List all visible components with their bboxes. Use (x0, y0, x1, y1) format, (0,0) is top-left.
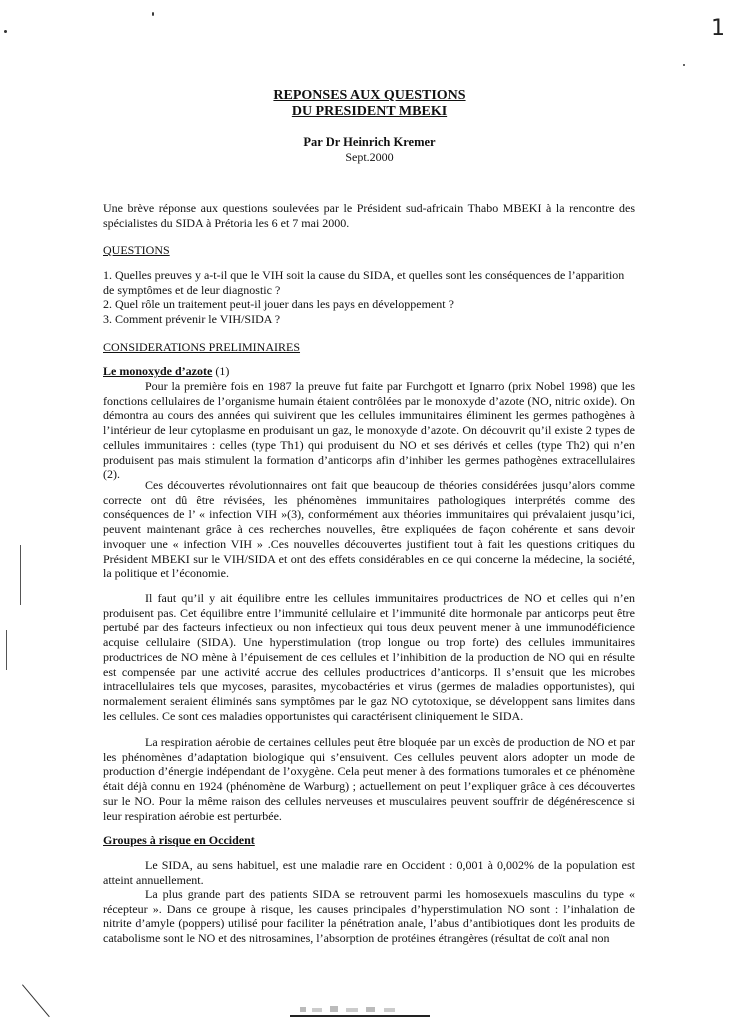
groupes-heading: Groupes à risque en Occident (103, 833, 255, 847)
monoxyde-heading: Le monoxyde d’azote (103, 364, 213, 378)
author: Par Dr Heinrich Kremer (303, 135, 436, 149)
question-2: 2. Quel rôle un traitement peut-il jouer dans les pays en développement ? (103, 297, 454, 312)
monoxyde-reference: (1) (212, 364, 230, 378)
paragraph-4: La respiration aérobie de certaines cellules peut être bloquée par un excès de production de NO et par les phénomènes d’adaptation biologique qui s’ensuivent. Ces cellules peuvent alors adopter un mode de production d’énergie indépendant de l’oxygène. Cela peut mener à des formations tumorales et ce phénomène était déjà connu en 1924 (phénomène de Warburg) ; actuellement on peut l’expliquer grâce à ces découvertes sur le NO. Pour la même raison des cellules nerveuses et musculaires peuvent souffrir de dégénérescence si leur respiration aérobie est perturbée. (103, 735, 635, 823)
scan-speck (152, 12, 154, 16)
date: Sept.2000 (345, 150, 394, 164)
paragraph-2: Ces découvertes révolutionnaires ont fait que beaucoup de théories considérées jusqu’alors comme correcte ont dû être révisées, les phénomènes immunitaires pathologiques interprétés comme des conséquences de l’ « infection VIH »(3), conformément aux théories immunitaires qui prévalaient jusqu’ici, peuvent maintenant grâce à ces recherches nouvelles, être expliquées de façon cohérente et sans devoir invoquer une « infection VIH » .Ces nouvelles découvertes justifient tout à fait les questions critiques du Président MBEKI sur le VIH/SIDA et ont des effets considérables en ce qui concerne la médecine, la société, la politique et l’économie. (103, 478, 635, 581)
corner-scan-stroke (22, 984, 50, 1017)
questions-heading: QUESTIONS (103, 243, 170, 257)
margin-scan-line (20, 545, 21, 605)
title-line-1: REPONSES AUX QUESTIONS (273, 88, 466, 103)
intro-paragraph (103, 201, 635, 230)
groupes-paragraph-2: La plus grande part des patients SIDA se retrouvent parmi les homosexuels masculins du type « récepteur ». Dans ce groupe à risque, les causes principales d’hyperstimulation NO sont : l’inhalation de nitrite d’amyle (poppers) utilisé pour faciliter la pénétration anale, l’abus d’antibiotiques dont les produits de catabolisme sont le NO et des nitrosamines, l’absorption de protéines étrangères (résultat de coït anal non (103, 887, 635, 946)
questions-list (103, 268, 635, 327)
groupes-paragraph-1: Le SIDA, au sens habituel, est une maladie rare en Occident : 0,001 à 0,002% de la population est atteint annuellement. (103, 858, 635, 887)
paragraph-1: Pour la première fois en 1987 la preuve fut faite par Furchgott et Ignarro (prix Nobel 1998) que les fonctions cellulaires de l’organisme humain étaient contrôlées par le monoxyde d’azote (NO, nitric oxide). On démontra au cours des années qui suivirent que les cellules immunitaires éliminent les germes pathogènes à l’intérieur de leur cytoplasme en produisant un gaz, le monoxyde d’azote. On découvrit qu’il existe 2 types de cellules immunitaires : celles (type Th1) qui produisent du NO et ses dérivés et celles (type Th2) qui n’en produisent pas mais stimulent la formation d’anticorps afin d’inhiber les germes pathogènes extracellulaires (2). (103, 379, 635, 482)
margin-scan-line (6, 630, 7, 670)
intro-text: Une brève réponse aux questions soulevées par le Président sud-africain Thabo MBEKI à la rencontre des spécialistes du SIDA à Prétoria les 6 et 7 mai 2000. (103, 201, 635, 230)
monoxyde-heading-line (103, 364, 229, 379)
scan-speck (4, 30, 7, 33)
page-number-mark: 1 (711, 16, 725, 41)
considerations-heading: CONSIDERATIONS PRELIMINAIRES (103, 340, 301, 354)
paragraph-3: Il faut qu’il y ait équilibre entre les cellules immunitaires productrices de NO et celles qui n’en produisent pas. Cet équilibre entre l’immunité cellulaire et l’immunité dite hormonale par anticorps peut être pertubé par des facteurs infectieux ou non infectieux qui tous deux peuvent mener à une immunodéficience acquise cellulaire (SIDA). Une hyperstimulation (trop longue ou trop forte) des cellules immunitaires productrices de NO mène à l’épuisement de ces cellules et l’inhibition de la production de NO qui en résulte est compensée par une activité accrue des cellules productrices d’anticorps. Il s’ensuit que les microbes intracellulaires tels que mycoses, parasites, mycobactéries et virus (germes de maladies opportunistes), qui normalement seraient éliminés sans symptômes par le gaz NO cytotoxique, se développent sans limites dans les cellules. Ce sont ces maladies opportunistes qui caractérisent cliniquement le SIDA. (103, 591, 635, 723)
title-line-2: DU PRESIDENT MBEKI (291, 104, 448, 119)
question-1: 1. Quelles preuves y a-t-il que le VIH soit la cause du SIDA, et quelles sont les conséquences de l’apparition de symptômes et de leur diagnostic ? (103, 268, 625, 297)
footer-scan-mark (290, 1005, 430, 1017)
scan-speck (683, 64, 685, 66)
question-3: 3. Comment prévenir le VIH/SIDA ? (103, 312, 281, 327)
